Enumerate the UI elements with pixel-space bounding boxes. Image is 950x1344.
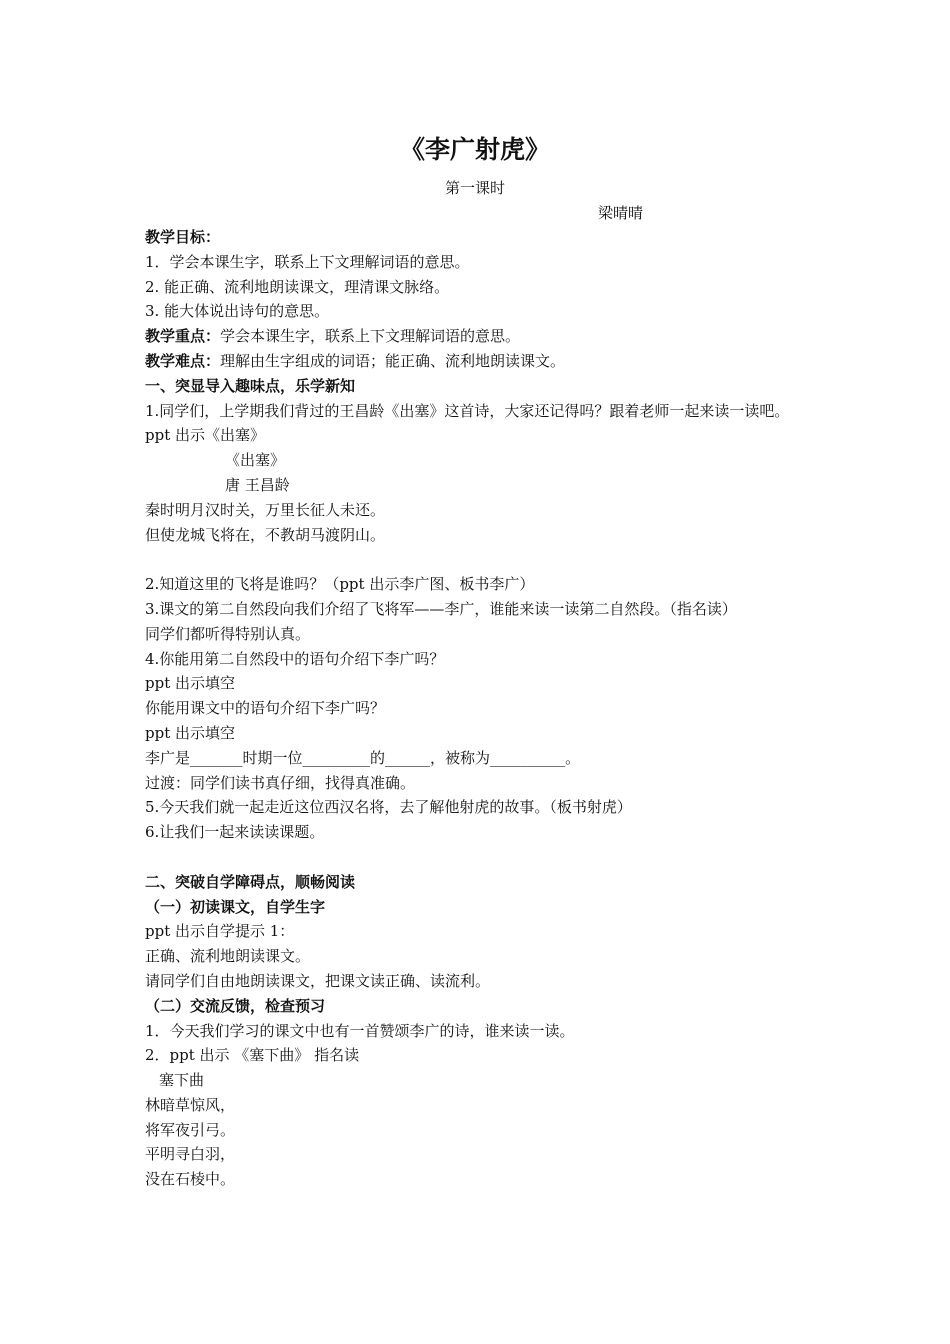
goal-item: 2. 能正确、流利地朗读课文，理清课文脉络。 xyxy=(145,277,450,296)
paragraph: 2．ppt 出示 《塞下曲》 指名读 xyxy=(145,1046,360,1065)
paragraph: ppt 出示《出塞》 xyxy=(145,426,266,445)
poem-author: 唐 王昌龄 xyxy=(225,475,290,494)
paragraph: 过渡：同学们读书真仔细，找得真准确。 xyxy=(145,773,416,792)
blank-line xyxy=(145,547,815,572)
goal-item: 3. 能大体说出诗句的意思。 xyxy=(145,302,330,321)
key-point-text: 学会本课生字，联系上下文理解词语的意思。 xyxy=(220,327,521,346)
goal-item: 1．学会本课生字，联系上下文理解词语的意思。 xyxy=(145,252,470,271)
paragraph: 2.知道这里的飞将是谁吗？（ppt 出示李广图、板书李广） xyxy=(145,575,535,594)
poem-line: 没在石棱中。 xyxy=(145,1170,236,1189)
difficult-point-label: 教学难点： xyxy=(145,351,221,370)
paragraph: ppt 出示填空 xyxy=(145,723,236,742)
document-title: 《李广射虎》 xyxy=(399,135,550,164)
fill-text: ，被称为 xyxy=(430,748,491,767)
poem-title: 塞下曲 xyxy=(159,1071,205,1090)
fill-blank: _______ xyxy=(190,748,243,767)
difficult-point-text: 理解由生字组成的词语；能正确、流利地朗读课文。 xyxy=(220,351,566,370)
section-heading: 二、突破自学障碍点，顺畅阅读 xyxy=(145,872,356,891)
fill-blank: _________ xyxy=(302,748,371,767)
paragraph: 4.你能用第二自然段中的语句介绍下李广吗？ xyxy=(145,649,445,668)
poem-line: 林暗草惊风， xyxy=(145,1095,236,1114)
section-heading: 一、突显导入趣味点，乐学新知 xyxy=(145,376,356,395)
paragraph: 1．今天我们学习的课文中也有一首赞颂李广的诗，谁来读一读。 xyxy=(145,1021,575,1040)
paragraph: ppt 出示填空 xyxy=(145,674,236,693)
fill-in-blank xyxy=(145,746,815,771)
fill-text: 时期一位 xyxy=(242,748,303,767)
fill-text: 。 xyxy=(565,748,581,767)
poem-line: 将军夜引弓。 xyxy=(145,1120,236,1139)
subsection-heading: （二）交流反馈，检查预习 xyxy=(145,996,326,1015)
poem-line: 但使龙城飞将在，不教胡马渡阴山。 xyxy=(145,525,386,544)
fill-blank: __________ xyxy=(490,748,566,767)
key-point-label: 教学重点： xyxy=(145,327,221,346)
fill-text: 的 xyxy=(370,748,386,767)
paragraph: 同学们都听得特别认真。 xyxy=(145,624,311,643)
paragraph: 请同学们自由地朗读课文，把课文读正确、读流利。 xyxy=(145,971,491,990)
lesson-period: 第一课时 xyxy=(444,179,505,197)
fill-text: 李广是 xyxy=(145,748,191,767)
difficult-point xyxy=(145,349,815,374)
paragraph: 你能用课文中的语句介绍下李广吗？ xyxy=(145,699,386,718)
paragraph: 5.今天我们就一起走近这位西汉名将，去了解他射虎的故事。（板书射虎） xyxy=(145,798,632,817)
fill-blank: ______ xyxy=(385,748,431,767)
paragraph: 1.同学们，上学期我们背过的王昌龄《出塞》这首诗，大家还记得吗？跟着老师一起来读一读吧。 xyxy=(145,401,790,420)
author-name: 梁晴晴 xyxy=(598,204,644,222)
paragraph: 3.课文的第二自然段向我们介绍了飞将军——李广，谁能来读一读第二自然段。（指名读） xyxy=(145,599,737,618)
key-point xyxy=(145,324,815,349)
goals-heading: 教学目标： xyxy=(145,228,221,246)
poem-title: 《出塞》 xyxy=(225,451,286,470)
paragraph: ppt 出示自学提示 1： xyxy=(145,922,295,941)
poem-line: 平明寻白羽， xyxy=(145,1145,236,1164)
poem-line: 秦时明月汉时关，万里长征人未还。 xyxy=(145,500,386,519)
paragraph: 正确、流利地朗读课文。 xyxy=(145,947,311,966)
paragraph: 6.让我们一起来读读课题。 xyxy=(145,823,325,842)
document-body xyxy=(145,225,815,1192)
blank-line xyxy=(145,845,815,870)
subsection-heading: （一）初读课文，自学生字 xyxy=(145,897,326,916)
